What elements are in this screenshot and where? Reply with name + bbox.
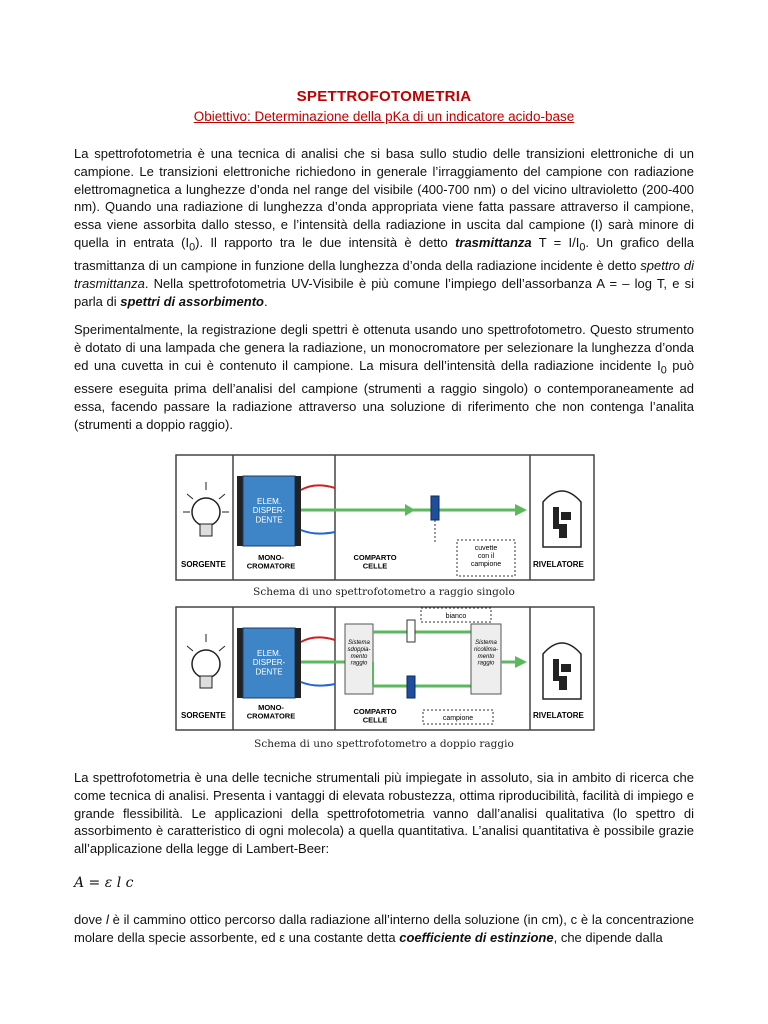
double-beam-diagram	[175, 604, 595, 732]
label-cuvette: cuvette con il campione	[470, 545, 502, 568]
label-campione: campione	[442, 715, 474, 722]
label-sorgente-1: SORGENTE	[181, 560, 226, 569]
label-comparto-2: COMPARTO CELLE	[353, 707, 397, 725]
blank-cell	[407, 620, 415, 642]
term-trasmittanza: trasmittanza	[455, 234, 532, 250]
paragraph-applications: La spettrofotometria è una delle tecniche strumentali più impiegate in assoluto, sia in ambito di ricerca che come tecnica di analisi. Presenta i vantaggi di elevata robustezza, ottima riproducibilità, facilità di impiego e grande flessibilità. Le applicazioni della spettrofotometria vanno dall’analisi qualitativa (lo spettro di assorbimento è caratteristico di ogni molecola) a quella quantitativa. L’analisi quantitativa è possibile grazie all’applicazione della legge di Lambert-Beer:	[74, 770, 694, 857]
single-beam-diagram	[175, 452, 595, 582]
para1-text-3: T = I/I	[531, 234, 580, 250]
lambert-beer-formula: A = ε l c	[74, 875, 134, 891]
para4-text-2: è il cammino ottico percorso dalla radiazione all’interno della soluzione (in cm), c è la concentrazione molare della specie assorbente, ed ε una costante detta	[74, 912, 694, 945]
label-split: Sistema sdoppia-mento raggio	[347, 640, 371, 667]
caption-double-beam: Schema di uno spettrofotometro a doppio raggio	[254, 738, 514, 750]
page-subtitle: Obiettivo: Determinazione della pKa di un indicatore acido-base	[193, 109, 575, 124]
paragraph-instrument	[74, 321, 694, 433]
para1-text-1: La spettrofotometria è una tecnica di analisi che si basa sullo studio delle transizioni elettroniche di un campione. Le transizioni elettroniche richiedono in generale l’irraggiamento del campione con radiazione elettromagnetica a lunghezze d’onda nel range del visibile (400-700 nm) o del vicino ultravioletto (200-400 nm). Quando una radiazione di lunghezza d’onda appropriata viene fatta passare attraverso il campione, essa viene assorbita dallo stesso, e l’intensità della radiazione in uscita dal campione (I) sarà minore di quella in entrata (I	[74, 146, 694, 250]
label-rivelatore-1: RIVELATORE	[533, 560, 584, 569]
sample-cell-1	[431, 496, 439, 520]
para1-text-6: .	[264, 293, 268, 309]
page-title: SPETTROFOTOMETRIA	[296, 88, 472, 105]
label-monocromatore-2: MONO-CROMATORE	[246, 703, 296, 721]
para1-text-2: ). Il rapporto tra le due intensità è detto	[195, 234, 456, 250]
label-elem-2: ELEM. DISPER-DENTE	[252, 649, 286, 677]
para2-text-1: Sperimentalmente, la registrazione degli spettri è ottenuta usando uno spettrofotometro. Questo strumento è dotato di una lampada che genera la radiazione, un monocromatore per selezionare la lunghezza d’onda ed una cuvetta in cui è contenuto il campione. La misura dell’intensità della radiazione incidente I	[74, 322, 694, 373]
para1-subscript-0: 0	[189, 241, 196, 254]
label-comparto-1: COMPARTO CELLE	[353, 553, 397, 571]
para1-text-5: . Nella spettrofotometria UV-Visibile è più comune l’impiego dell’assorbanza A = – log T, e si parla di	[74, 276, 694, 309]
symbol-l: l	[105, 912, 109, 927]
para1-text-4: . Un grafico della trasmittanza di un campione in funzione della lunghezza d’onda della radiazione incidente è detto	[74, 234, 694, 274]
para4-text-3: , che dipende dalla	[553, 929, 663, 945]
sample-cell-2	[407, 676, 415, 698]
paragraph-introduction	[74, 145, 694, 311]
label-rivelatore-2: RIVELATORE	[533, 711, 584, 720]
term-spettri-assorbimento: spettri di assorbimento	[120, 293, 264, 309]
detector-icon-2	[543, 643, 581, 699]
para4-text-1: dove	[74, 912, 106, 927]
para2-subscript-0: 0	[660, 364, 667, 377]
term-coefficiente-estinzione: coefficiente di estinzione	[399, 929, 554, 945]
detector-icon	[543, 491, 581, 547]
para2-text-2: può essere eseguita prima dell’analisi del campione (strumenti a raggio singolo) o contemporaneamente ad essa, facendo passare la radiazione attraverso una soluzione di riferimento che non contenga l’analita (strumenti a doppio raggio).	[74, 357, 694, 432]
para1-subscript-0b: 0	[579, 241, 586, 254]
label-sorgente-2: SORGENTE	[181, 711, 226, 720]
label-elem-1: ELEM. DISPER-DENTE	[252, 497, 286, 525]
term-spettro-trasmittanza: spettro di trasmittanza	[74, 258, 694, 292]
label-recombine: Sistema ricollima-mento raggio	[474, 640, 498, 667]
caption-single-beam: Schema di uno spettrofotometro a raggio singolo	[253, 586, 515, 598]
label-bianco: bianco	[445, 613, 467, 620]
paragraph-definitions	[74, 911, 694, 947]
label-monocromatore-1: MONO-CROMATORE	[246, 553, 296, 571]
